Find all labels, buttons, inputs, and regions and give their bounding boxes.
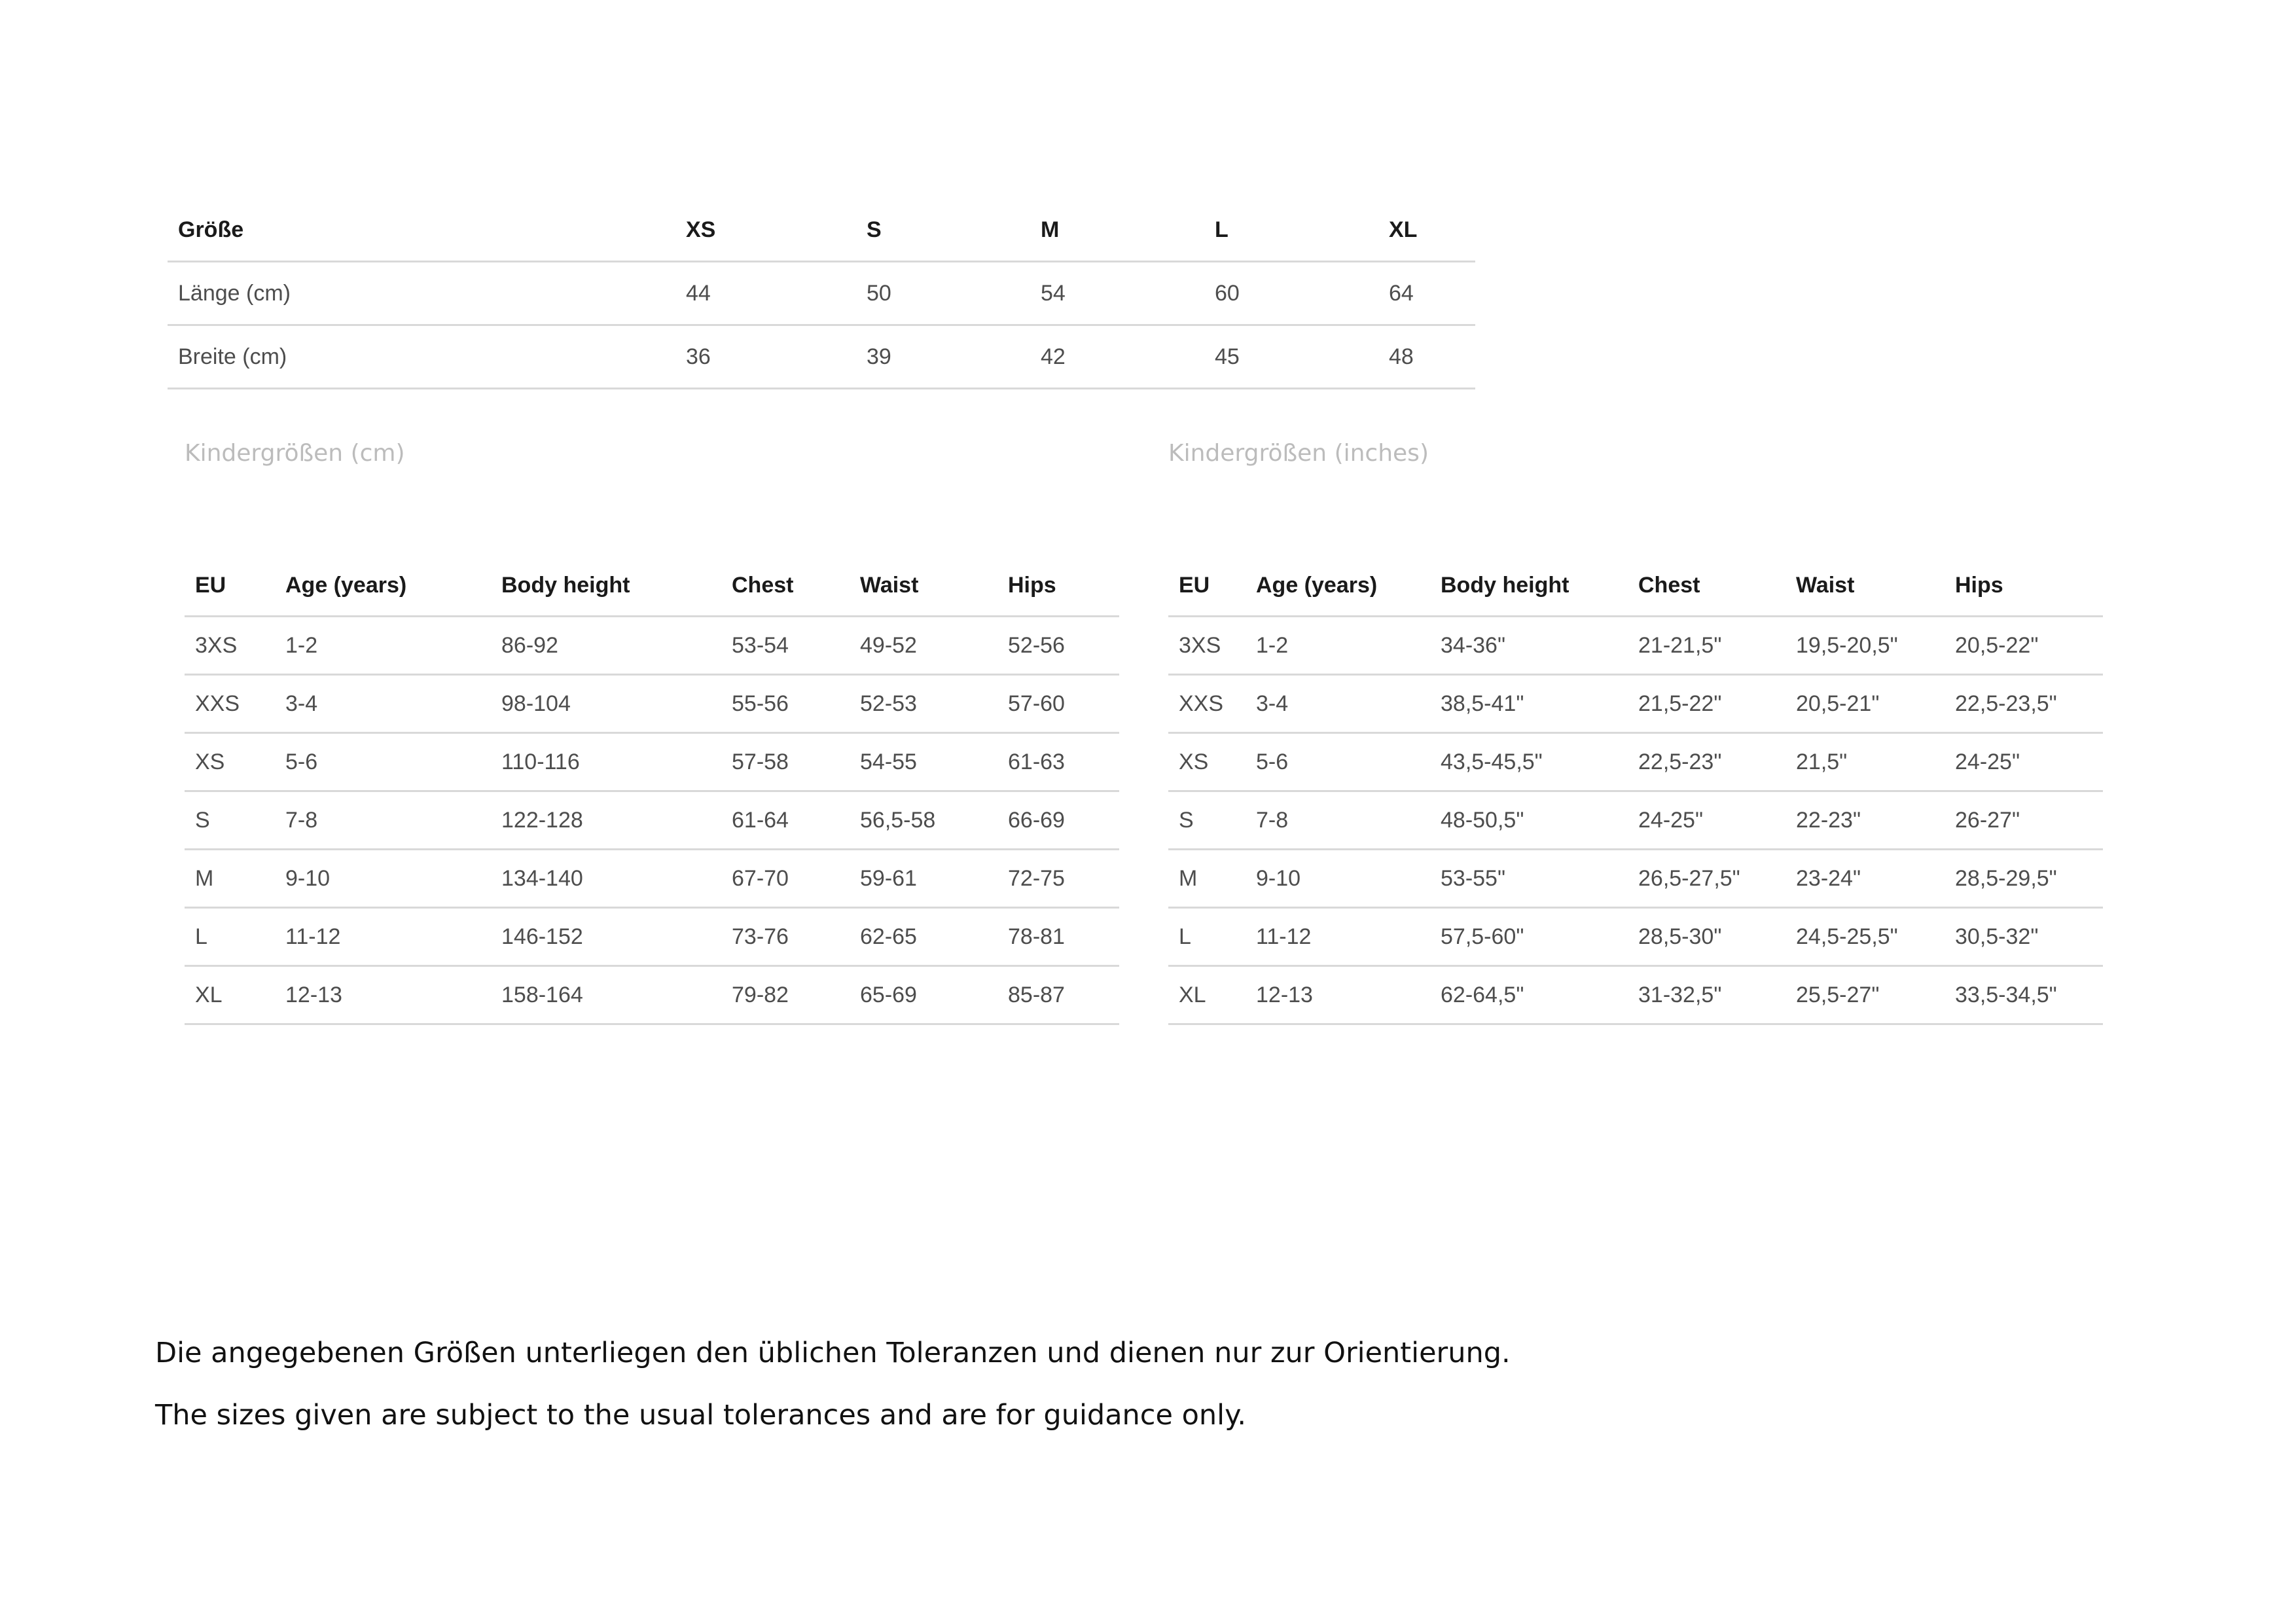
- table-row: [1168, 791, 2103, 850]
- table-row: [1168, 966, 2103, 1024]
- column-header: Body height: [491, 547, 721, 617]
- column-header: Age (years): [1246, 547, 1430, 617]
- column-header: Waist: [850, 547, 997, 617]
- table-cell: 48: [1378, 325, 1475, 389]
- table-cell: 61-63: [997, 733, 1119, 791]
- table-cell: 54: [1030, 262, 1204, 325]
- table-cell: M: [1168, 850, 1246, 908]
- table-cell: 49-52: [850, 617, 997, 675]
- column-header: EU: [185, 547, 275, 617]
- table-cell: 39: [856, 325, 1030, 389]
- column-header: Chest: [1628, 547, 1785, 617]
- table-cell: 25,5-27": [1785, 966, 1945, 1024]
- table-cell: 3XS: [185, 617, 275, 675]
- table-cell: 60: [1204, 262, 1378, 325]
- table-cell: 65-69: [850, 966, 997, 1024]
- table-cell: 34-36": [1430, 617, 1628, 675]
- column-header: Body height: [1430, 547, 1628, 617]
- kids-cm-title: Kindergrößen (cm): [185, 440, 405, 467]
- table-cell: 3XS: [1168, 617, 1246, 675]
- table-cell: 24-25": [1628, 791, 1785, 850]
- table-cell: 85-87: [997, 966, 1119, 1024]
- table-cell: 56,5-58: [850, 791, 997, 850]
- table-cell: 50: [856, 262, 1030, 325]
- table-cell: 30,5-32": [1945, 908, 2103, 966]
- table-cell: 62-64,5": [1430, 966, 1628, 1024]
- table-cell: 28,5-29,5": [1945, 850, 2103, 908]
- table-cell: 22,5-23": [1628, 733, 1785, 791]
- table-header-row: [185, 547, 1119, 617]
- table-cell: 26,5-27,5": [1628, 850, 1785, 908]
- table-header-row: [168, 190, 1475, 262]
- table-cell: 22,5-23,5": [1945, 675, 2103, 733]
- table-cell: 24,5-25,5": [1785, 908, 1945, 966]
- table-cell: 21,5-22": [1628, 675, 1785, 733]
- table-cell: 110-116: [491, 733, 721, 791]
- table-cell: 38,5-41": [1430, 675, 1628, 733]
- table-cell: 3-4: [275, 675, 491, 733]
- table-cell: 36: [675, 325, 856, 389]
- table-cell: 98-104: [491, 675, 721, 733]
- kids-inches-size-table: [1168, 547, 2103, 1025]
- table-cell: 31-32,5": [1628, 966, 1785, 1024]
- table-cell: XS: [1168, 733, 1246, 791]
- table-row: [185, 675, 1119, 733]
- table-cell: 9-10: [1246, 850, 1430, 908]
- table-cell: 57-58: [721, 733, 850, 791]
- table-cell: S: [1168, 791, 1246, 850]
- table-cell: 5-6: [1246, 733, 1430, 791]
- column-header: L: [1204, 190, 1378, 262]
- table-row: [185, 966, 1119, 1024]
- table-row: [1168, 908, 2103, 966]
- column-header: S: [856, 190, 1030, 262]
- table-cell: 33,5-34,5": [1945, 966, 2103, 1024]
- table-cell: L: [185, 908, 275, 966]
- table-row: [185, 791, 1119, 850]
- table-cell: 20,5-21": [1785, 675, 1945, 733]
- table-cell: 22-23": [1785, 791, 1945, 850]
- table-cell: 79-82: [721, 966, 850, 1024]
- table-cell: 53-54: [721, 617, 850, 675]
- table-cell: 61-64: [721, 791, 850, 850]
- table-cell: 67-70: [721, 850, 850, 908]
- table-row: [1168, 733, 2103, 791]
- table-cell: 1-2: [1246, 617, 1430, 675]
- table-cell: XXS: [185, 675, 275, 733]
- table-cell: 24-25": [1945, 733, 2103, 791]
- table-cell: 7-8: [275, 791, 491, 850]
- table-cell: 43,5-45,5": [1430, 733, 1628, 791]
- column-header: XL: [1378, 190, 1475, 262]
- table-cell: XS: [185, 733, 275, 791]
- kids-inches-title: Kindergrößen (inches): [1168, 440, 1429, 467]
- table-cell: 62-65: [850, 908, 997, 966]
- table-cell: 53-55": [1430, 850, 1628, 908]
- table-cell: XL: [1168, 966, 1246, 1024]
- table-cell: 66-69: [997, 791, 1119, 850]
- table-cell: 20,5-22": [1945, 617, 2103, 675]
- table-cell: 28,5-30": [1628, 908, 1785, 966]
- tolerance-note-de: Die angegebenen Größen unterliegen den üblichen Toleranzen und dienen nur zur Orientierung.: [155, 1337, 1511, 1369]
- table-cell: 72-75: [997, 850, 1119, 908]
- table-cell: 73-76: [721, 908, 850, 966]
- table-cell: 57-60: [997, 675, 1119, 733]
- table-cell: S: [185, 791, 275, 850]
- table-cell: 48-50,5": [1430, 791, 1628, 850]
- table-cell: 19,5-20,5": [1785, 617, 1945, 675]
- tolerance-note-en: The sizes given are subject to the usual tolerances and are for guidance only.: [155, 1399, 1247, 1432]
- table-row: [185, 908, 1119, 966]
- table-cell: 12-13: [275, 966, 491, 1024]
- table-row: [168, 262, 1475, 325]
- table-cell: 1-2: [275, 617, 491, 675]
- table-cell: 64: [1378, 262, 1475, 325]
- kids-cm-size-table: [185, 547, 1119, 1025]
- table-row: [1168, 850, 2103, 908]
- column-header: Hips: [997, 547, 1119, 617]
- column-header: Größe: [168, 190, 675, 262]
- column-header: M: [1030, 190, 1204, 262]
- table-cell: L: [1168, 908, 1246, 966]
- table-cell: 55-56: [721, 675, 850, 733]
- table-cell: 9-10: [275, 850, 491, 908]
- column-header: Age (years): [275, 547, 491, 617]
- table-cell: 57,5-60": [1430, 908, 1628, 966]
- column-header: EU: [1168, 547, 1246, 617]
- column-header: Waist: [1785, 547, 1945, 617]
- table-cell: 45: [1204, 325, 1378, 389]
- table-cell: XL: [185, 966, 275, 1024]
- table-cell: 54-55: [850, 733, 997, 791]
- table-row: [168, 325, 1475, 389]
- table-cell: 11-12: [275, 908, 491, 966]
- table-cell: 59-61: [850, 850, 997, 908]
- table-cell: 134-140: [491, 850, 721, 908]
- table-cell: XXS: [1168, 675, 1246, 733]
- table-cell: 26-27": [1945, 791, 2103, 850]
- table-row: [1168, 617, 2103, 675]
- table-row: [185, 850, 1119, 908]
- table-cell: 52-56: [997, 617, 1119, 675]
- table-cell: 42: [1030, 325, 1204, 389]
- table-row: [185, 733, 1119, 791]
- table-cell: 78-81: [997, 908, 1119, 966]
- column-header: Hips: [1945, 547, 2103, 617]
- table-cell: Länge (cm): [168, 262, 675, 325]
- table-cell: 122-128: [491, 791, 721, 850]
- table-cell: 21-21,5": [1628, 617, 1785, 675]
- table-cell: M: [185, 850, 275, 908]
- table-cell: Breite (cm): [168, 325, 675, 389]
- table-header-row: [1168, 547, 2103, 617]
- table-cell: 12-13: [1246, 966, 1430, 1024]
- table-cell: 21,5": [1785, 733, 1945, 791]
- table-cell: 158-164: [491, 966, 721, 1024]
- table-cell: 3-4: [1246, 675, 1430, 733]
- table-cell: 11-12: [1246, 908, 1430, 966]
- table-cell: 146-152: [491, 908, 721, 966]
- table-cell: 52-53: [850, 675, 997, 733]
- table-cell: 23-24": [1785, 850, 1945, 908]
- table-row: [1168, 675, 2103, 733]
- adult-size-table: [168, 190, 1475, 389]
- column-header: XS: [675, 190, 856, 262]
- column-header: Chest: [721, 547, 850, 617]
- table-cell: 7-8: [1246, 791, 1430, 850]
- table-row: [185, 617, 1119, 675]
- table-cell: 86-92: [491, 617, 721, 675]
- table-cell: 44: [675, 262, 856, 325]
- table-cell: 5-6: [275, 733, 491, 791]
